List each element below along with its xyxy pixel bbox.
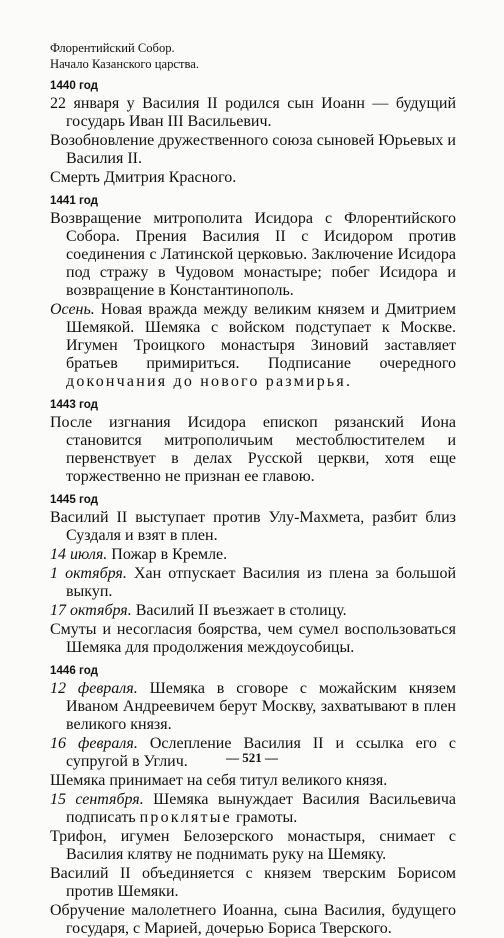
year-heading: 1441 год — [50, 194, 98, 207]
entry-text: 22 января у Василия II родился сын Иоанн — будущий государь Иван III Васильевич. — [50, 95, 456, 130]
entry-text: Василий II объединяется с князем тверским Борисом против Шемяки. — [50, 865, 456, 900]
entry-date: 16 февраля. — [50, 735, 138, 752]
entry-date: 17 октября. — [50, 602, 132, 619]
chronology-entry — [50, 865, 456, 901]
year-heading: 1443 год — [50, 398, 98, 411]
year-heading: 1446 год — [50, 664, 98, 677]
entry-date: 1 октября. — [50, 565, 127, 582]
entry-emphasis: докончания до нового размирья. — [66, 373, 353, 390]
entry-text: Смуты и несогласия боярства, чем сумел воспользоваться Шемяка для продолжения междоусобицы. — [50, 621, 456, 656]
chronology-entry — [50, 772, 456, 790]
entry-text: Смерть Дмитрия Красного. — [50, 169, 237, 186]
chronology-entry — [50, 509, 456, 545]
chronology-entry — [50, 169, 456, 187]
chronology-entry — [50, 791, 456, 827]
entry-date: Осень. — [50, 301, 95, 318]
year-section — [50, 194, 456, 391]
chronology-entry — [50, 602, 456, 620]
year-heading: 1440 год — [50, 79, 98, 92]
entry-emphasis: проклятые — [139, 809, 232, 826]
chronology-entry — [50, 828, 456, 864]
entry-text: Трифон, игумен Белозерского монастыря, снимает с Василия клятву не поднимать руку на Шемяку. — [50, 828, 456, 863]
chronology-entry — [50, 680, 456, 734]
chronology-entry — [50, 621, 456, 657]
year-section — [50, 398, 456, 486]
entry-date: 15 сентября. — [50, 791, 144, 808]
entry-text: Возвращение митрополита Исидора с Флорентийского Собора. Прения Василия II с Исидором против соединения с Латинской церковью. Заключение Исидора под стражу в Чудовом монастыре; побег Исидора и возвращение в Константинополь. — [50, 210, 456, 299]
entry-text: Возобновление дружественного союза сыновей Юрьевых и Василия II. — [50, 132, 456, 167]
chronology-entry — [50, 565, 456, 601]
entry-text: Обручение малолетнего Иоанна, сына Василия, будущего государя, с Марией, дочерью Бориса Тверского. — [50, 902, 456, 937]
entry-date: 14 июля. — [50, 546, 108, 563]
entry-date: 12 февраля. — [50, 680, 138, 697]
entry-text: Шемяка принимает на себя титул великого князя. — [50, 772, 388, 789]
chronology-entry — [50, 902, 456, 938]
chronology-entry — [50, 95, 456, 131]
entry-text: Хан отпускает Василия из плена за большой выкуп. — [66, 565, 457, 600]
entry-text: Новая вражда между великим князем и Дмитрием Шемякой. Шемяка с войском подступает к Москве. Игумен Троицкого монастыря Зиновий заставляет братьев примириться. Подписание очередного — [66, 301, 456, 372]
chronology-entry — [50, 210, 456, 300]
chronology — [50, 79, 456, 938]
entry-text: Шемяка в сговоре с можайским князем Иваном Андреевичем берут Москву, захватывают в плен великого князя. — [66, 680, 457, 733]
year-section — [50, 79, 456, 187]
entry-text-tail: грамоты. — [235, 809, 298, 826]
entry-text: Шемяка вынуждает Василия Васильевича подписать — [66, 791, 457, 826]
year-section — [50, 664, 456, 938]
year-heading: 1445 год — [50, 493, 98, 506]
intro-lines — [50, 40, 456, 72]
entry-text: После изгнания Исидора епископ рязанский Иона становится митрополичьим местоблюстителем и первенствует в делах Русской церкви, хотя еще торжественно не признан ее главою. — [50, 414, 456, 485]
chronology-entry — [50, 132, 456, 168]
chronology-entry — [50, 301, 456, 391]
intro-line: Флорентийский Собор. — [50, 41, 175, 55]
entry-text: Василий II выступает против Улу-Махмета, разбит близ Суздаля и взят в плен. — [50, 509, 456, 544]
entry-text: Ослепление Василия II и ссылка его с супругой в Углич. — [66, 735, 456, 770]
page-number: — 521 — — [226, 750, 278, 765]
chronology-entry — [50, 414, 456, 486]
year-section — [50, 493, 456, 657]
chronology-entry — [50, 546, 456, 564]
intro-line: Начало Казанского царства. — [50, 57, 199, 71]
entry-text: Пожар в Кремле. — [111, 546, 228, 563]
entry-text: Василий II въезжает в столицу. — [135, 602, 347, 619]
